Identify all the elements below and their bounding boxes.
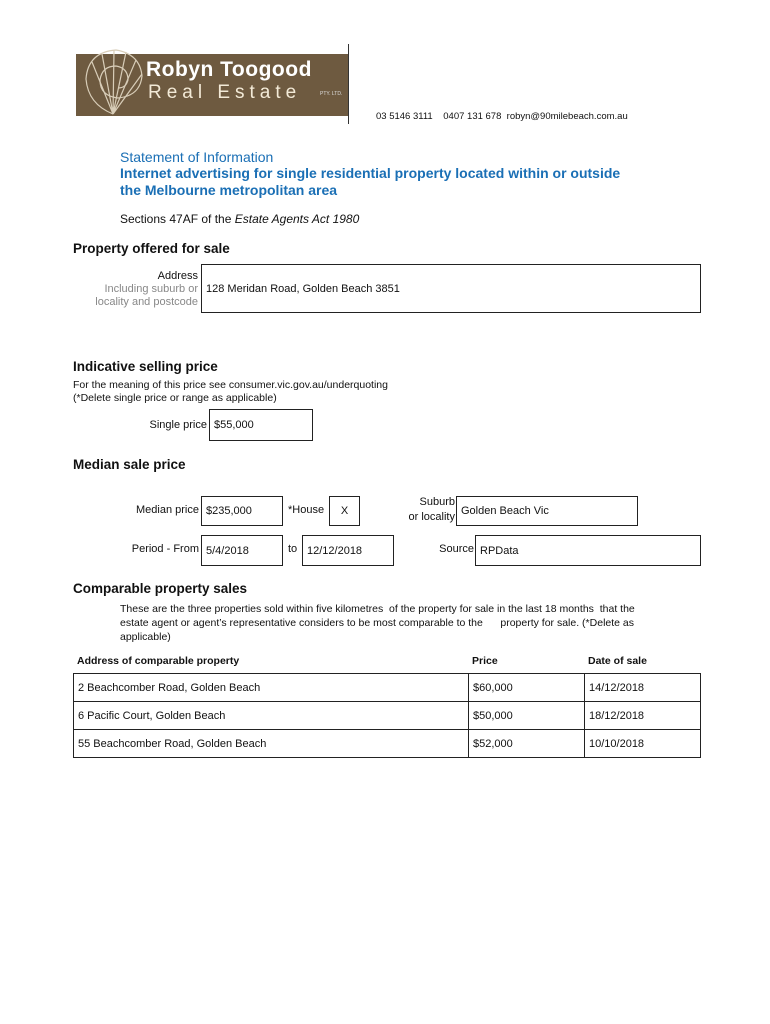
indicative-heading: Indicative selling price: [73, 359, 218, 374]
company-logo: [76, 44, 348, 124]
comp-price-cell[interactable]: $60,000: [469, 674, 585, 702]
logo-name: Robyn Toogood: [146, 58, 312, 81]
median-price-label: Median price: [136, 504, 199, 516]
single-price-label: Single price: [149, 419, 207, 431]
col-header-price: Price: [472, 655, 498, 667]
sections-text: [120, 212, 359, 226]
source-field[interactable]: RPData: [475, 535, 701, 566]
address-field[interactable]: 128 Meridan Road, Golden Beach 3851: [201, 264, 701, 313]
comp-price-cell[interactable]: $50,000: [469, 702, 585, 730]
logo-pty: PTY. LTD.: [320, 91, 343, 97]
period-label: Period - From: [131, 543, 199, 555]
indicative-note-2: (*Delete single price or range as applicable): [73, 392, 277, 404]
source-label: Source: [439, 543, 474, 555]
period-to-field[interactable]: 12/12/2018: [302, 535, 394, 566]
comp-date-cell[interactable]: 10/10/2018: [585, 730, 701, 758]
comparable-desc-3: applicable): [120, 631, 171, 643]
address-sublabel-1: Including suburb or: [104, 283, 198, 295]
sections-prefix: Sections 47AF of the: [120, 212, 235, 226]
suburb-label-1: Suburb: [419, 496, 455, 508]
median-heading: Median sale price: [73, 457, 186, 472]
property-heading: Property offered for sale: [73, 241, 230, 256]
page-subtitle-2: the Melbourne metropolitan area: [120, 182, 338, 198]
comp-address-cell[interactable]: 55 Beachcomber Road, Golden Beach: [74, 730, 469, 758]
house-label: *House: [288, 504, 325, 516]
indicative-note-1: For the meaning of this price see consumer.vic.gov.au/underquoting: [73, 379, 388, 391]
comparable-heading: Comparable property sales: [73, 581, 248, 596]
comp-date-cell[interactable]: 18/12/2018: [585, 702, 701, 730]
comp-price-cell[interactable]: $52,000: [469, 730, 585, 758]
col-header-date: Date of sale: [588, 655, 647, 667]
comp-address-cell[interactable]: 2 Beachcomber Road, Golden Beach: [74, 674, 469, 702]
house-checkbox[interactable]: X: [329, 496, 360, 526]
page-title: Statement of Information: [120, 149, 274, 165]
comparable-desc-2: estate agent or agent’s representative considers to be most comparable to the property for sale. (*Delete as: [120, 617, 635, 629]
address-sublabel-2: locality and postcode: [95, 296, 198, 308]
logo-divider: [348, 44, 349, 124]
contact-info: 03 5146 3111 0407 131 678 robyn@90milebeach.com.au: [376, 111, 628, 122]
table-row: [74, 674, 701, 702]
logo-subtitle: Real Estate: [148, 82, 302, 103]
median-price-field[interactable]: $235,000: [201, 496, 283, 526]
comparable-desc-1: These are the three properties sold within five kilometres of the property for sale in the last 18 months that the: [120, 603, 635, 615]
table-row: [74, 702, 701, 730]
table-row: [74, 730, 701, 758]
comp-address-cell[interactable]: 6 Pacific Court, Golden Beach: [74, 702, 469, 730]
comp-date-cell[interactable]: 14/12/2018: [585, 674, 701, 702]
shell-icon: [78, 44, 148, 122]
col-header-address: Address of comparable property: [77, 655, 240, 667]
act-name: Estate Agents Act 1980: [234, 212, 360, 226]
suburb-label-2: or locality: [408, 511, 455, 523]
page-subtitle-1: Internet advertising for single residential property located within or outside: [120, 165, 621, 181]
period-from-field[interactable]: 5/4/2018: [201, 535, 283, 566]
single-price-field[interactable]: $55,000: [209, 409, 313, 441]
address-label: Address: [157, 270, 198, 282]
comparable-table: [73, 673, 701, 758]
period-to-label: to: [288, 543, 298, 555]
suburb-field[interactable]: Golden Beach Vic: [456, 496, 638, 526]
